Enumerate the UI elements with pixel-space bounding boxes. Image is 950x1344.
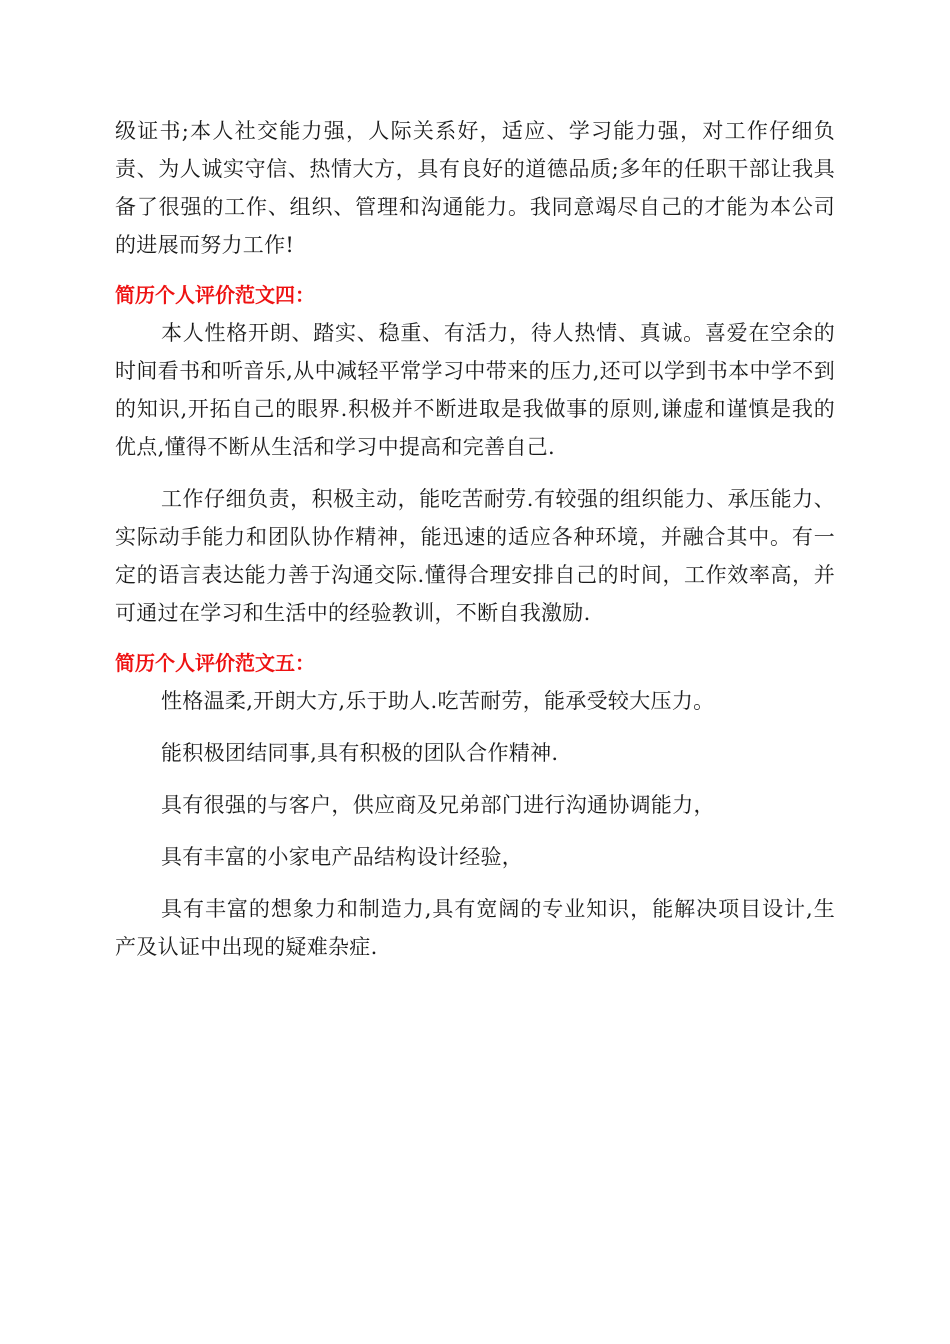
section5-paragraph-4: 具有丰富的小家电产品结构设计经验， bbox=[161, 845, 524, 869]
section-heading-4: 简历个人评价范文四： bbox=[115, 283, 315, 307]
section5-paragraph-2: 能积极团结同事,具有积极的团队合作精神. bbox=[161, 741, 559, 765]
section-heading-5: 简历个人评价范文五： bbox=[115, 651, 315, 675]
section4-paragraph-2: 工作仔细负责，积极主动，能吃苦耐劳.有较强的组织能力、承压能力、实际动手能力和团队协作精神，能迅速的适应各种环境，并融合其中。有一定的语言表达能力善于沟通交际.懂得合理安排自己的时间，工作效率高，并可通过在学习和生活中的经验教训，不断自我激励. bbox=[115, 487, 835, 625]
continuation-paragraph: 级证书;本人社交能力强，人际关系好，适应、学习能力强，对工作仔细负责、为人诚实守信、热情大方，具有良好的道德品质;多年的任职干部让我具备了很强的工作、组织、管理和沟通能力。我同意竭尽自己的才能为本公司的进展而努力工作! bbox=[115, 119, 835, 257]
section5-paragraph-5: 具有丰富的想象力和制造力,具有宽阔的专业知识，能解决项目设计,生产及认证中出现的疑难杂症. bbox=[115, 897, 835, 959]
section4-paragraph-1: 本人性格开朗、踏实、稳重、有活力，待人热情、真诚。喜爱在空余的时间看书和听音乐,从中减轻平常学习中带来的压力,还可以学到书本中学不到的知识,开拓自己的眼界.积极并不断进取是我做事的原则,谦虚和谨慎是我的优点,懂得不断从生活和学习中提高和完善自己. bbox=[115, 321, 835, 459]
document-page bbox=[115, 112, 835, 966]
section5-paragraph-1: 性格温柔,开朗大方,乐于助人.吃苦耐劳，能承受较大压力。 bbox=[161, 689, 715, 713]
section5-paragraph-3: 具有很强的与客户，供应商及兄弟部门进行沟通协调能力， bbox=[161, 793, 715, 817]
